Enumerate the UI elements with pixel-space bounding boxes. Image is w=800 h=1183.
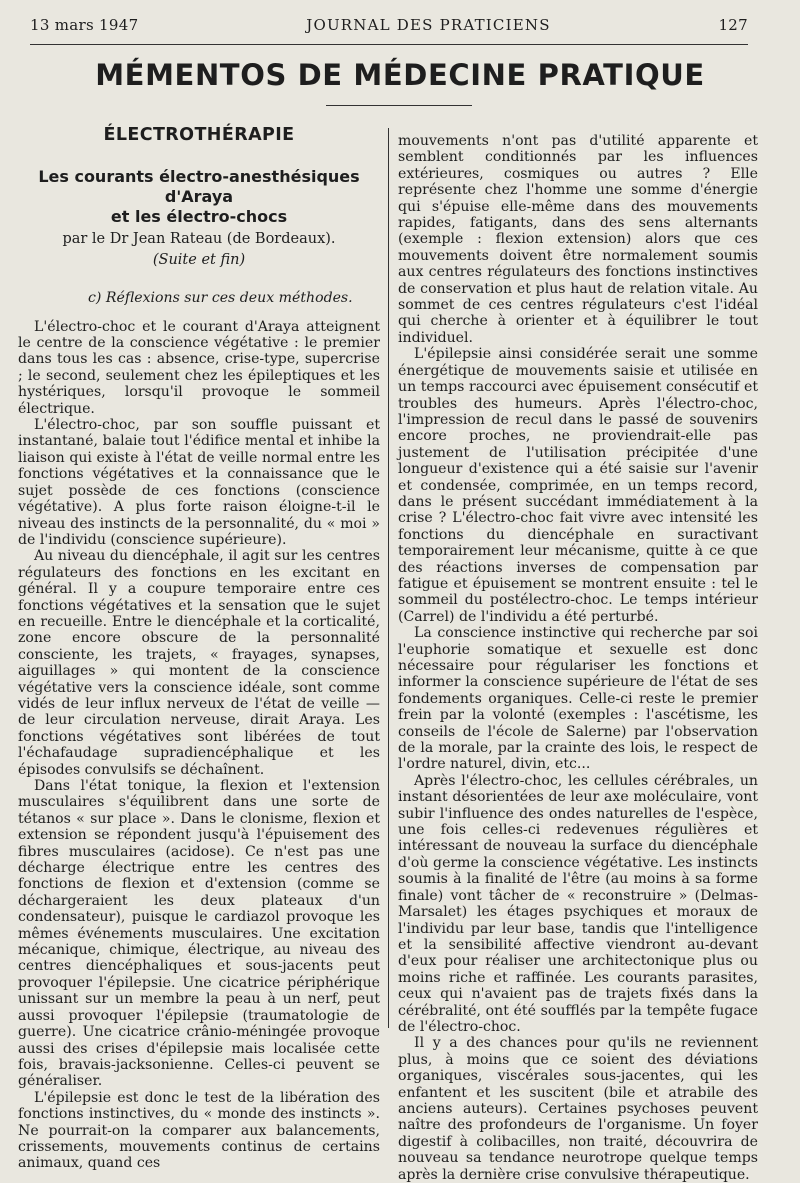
paragraph: L'électro-choc, par son souffle puissant et instantané, balaie tout l'édifice mental et inhibe la liaison qui existe à l'état de veille normal entre les fonctions végétatives et la connaissance que le sujet possède de ces fonctions (conscience végétative). A plus forte raison éloigne-t-il le niveau des instincts de la personnalité, du « moi » de l'individu (conscience supérieure). [18, 417, 380, 548]
right-column [398, 133, 758, 1183]
left-column [18, 120, 380, 1172]
paragraph: La conscience instinctive qui recherche par soi l'euphorie somatique et sexuelle est donc nécessaire pour régulariser les fonctions et informer la conscience supérieure de l'état de ses fondements organiques. Celle-ci reste le premier frein par la volonté (exemples : l'ascétisme, les conseils de l'école de Salerne) par l'observation de la morale, par la crainte des lois, le respect de l'ordre naturel, divin, etc... [398, 625, 758, 773]
journal-name: JOURNAL DES PRATICIENS [306, 16, 551, 34]
paragraph: Au niveau du diencéphale, il agit sur les centres régulateurs des fonctions en les excitant en général. Il y a coupure temporaire entre ces fonctions végétatives et la sensation que le sujet en recueille. Entre le diencéphale et la corticalité, zone encore obscure de la personnalité consciente, les trajets, « frayages, synapses, aiguillages » qui montent de la conscience végétative vers la conscience idéale, sont comme vidés de leur influx nerveux de l'état de veille — de leur circulation nerveuse, dirait Araya. Les fonctions végétatives sont libérées de tout l'échafaudage supradiencéphalique et les épisodes convulsifs se déchaînent. [18, 548, 380, 778]
paragraph: Il y a des chances pour qu'ils ne reviennent plus, à moins que ce soient des déviations organiques, viscérales sous-jacentes, qui les enfantent et les suscitent (bile et atrabile des anciens auteurs). Certaines psychoses peuvent naître des profondeurs de l'organisme. Un foyer digestif à colibacilles, non traité, découvrira de nouveau sa tendance neurotrope quelque temps après la dernière crise convulsive thérapeutique. [398, 1035, 758, 1183]
author-byline: par le Dr Jean Rateau (de Bordeaux). [62, 231, 336, 248]
title-rule [326, 105, 472, 106]
subsection-heading: c) Réflexions sur ces deux méthodes. [88, 290, 353, 307]
article-title-line-2: et les électro-chocs [110, 207, 288, 227]
paragraph: Après l'électro-choc, les cellules cérébrales, un instant désorientées de leur axe moléculaire, vont subir l'influence des ondes naturelles de l'espèce, une fois celles-ci redevenues régulières et intéressant de nouveau la surface du diencéphale d'où germe la conscience végétative. Les instincts soumis à la finalité de l'être (au moins à sa forme finale) vont tâcher de « reconstruire » (Delmas-Marsalet) les étages psychiques et moraux de l'individu par leur base, tandis que l'intelligence et la sensibilité affective viendront au-devant d'eux pour réaliser une architectonique plus ou moins riche et raffinée. Les courants parasites, ceux qui n'avaient pas de trajets fixés dans la cérébralité, ont été soufflés par la tempête fugace de l'électro-choc. [398, 772, 758, 1035]
paragraph: Dans l'état tonique, la flexion et l'extension musculaires s'équilibrent dans une sorte de tétanos « sur place ». Dans le clonisme, flexion et extension se répondent jusqu'à l'épuisement des fibres musculaires (acidose). Ce n'est pas une décharge électrique entre les centres des fonctions de flexion et d'extension (comme se déchargeraient les deux plateaux d'un condensateur), puisque le cardiazol provoque les mêmes événements musculaires. Une excitation mécanique, chimique, électrique, au niveau des centres diencéphaliques et sous-jacents peut provoquer l'épilepsie. Une cicatrice périphérique unissant sur un membre la peau à un nerf, peut aussi provoquer l'épilepsie (traumatologie de guerre). Une cicatrice crânio-méningée provoque aussi des crises d'épilepsie mais localisée cette fois, bravais-jacksonienne. Celles-ci peuvent se généraliser. [18, 778, 380, 1090]
paragraph: L'épilepsie ainsi considérée serait une somme énergétique de mouvements saisie et utilisée en un temps raccourci avec épuisement consécutif et troubles des humeurs. Après l'électro-choc, l'impression de recul dans le passé de souvenirs encore proches, ne proviendrait-elle pas justement de l'utilisation précipitée d'une longueur d'existence qui a été saisie sur l'avenir et condensée, comprimée, en un temps record, dans le présent succédant immédiatement à la crise ? L'électro-choc fait vivre avec intensité les fonctions du diencéphale en suractivant temporairement leur mécanisme, quitte à ce que des réactions inverses de compensation par fatigue et épuisement se montrent ensuite : tel le sommeil du postélectro-choc. Le temps intérieur (Carrel) de l'individu a été perturbé. [398, 346, 758, 625]
paragraph: mouvements n'ont pas d'utilité apparente et semblent conditionnés par les influences extérieures, cosmiques ou autres ? Elle représente chez l'homme une somme d'énergie qui s'épuise elle-même dans des mouvements rapides, fatigants, dans des sens alternants (exemple : flexion extension) alors que ces mouvements doivent être normalement soumis aux centres régulateurs des fonctions instinctives de conservation et plus haut de relation vitale. Au sommet de ces centres régulateurs c'est l'idéal qui cherche à orienter et à équilibrer le tout individuel. [398, 133, 758, 346]
page-title: MÉMENTOS DE MÉDECINE PRATIQUE [95, 58, 705, 92]
running-header [30, 16, 748, 45]
issue-date: 13 mars 1947 [30, 16, 139, 34]
article-title [18, 167, 380, 227]
paragraph: L'électro-choc et le courant d'Araya atteignent le centre de la conscience végétative : le premier dans tous les cas : absence, crise-type, supercrise ; le second, seulement chez les épileptiques et les hystériques, lorsqu'il provoque le sommeil électrique. [18, 318, 380, 417]
section-title: ÉLECTROTHÉRAPIE [103, 125, 295, 145]
column-divider [388, 128, 389, 1028]
page-number: 127 [718, 16, 748, 34]
paragraph: L'épilepsie est donc le test de la libération des fonctions instinctives, du « monde des instincts ». Ne pourrait-on la comparer aux balancements, crissements, mouvements continus de certains animaux, quand ces [18, 1089, 380, 1172]
continuation-note: (Suite et fin) [152, 251, 246, 268]
article-title-line-1: Les courants électro-anesthésiques d'Araya [38, 167, 360, 207]
